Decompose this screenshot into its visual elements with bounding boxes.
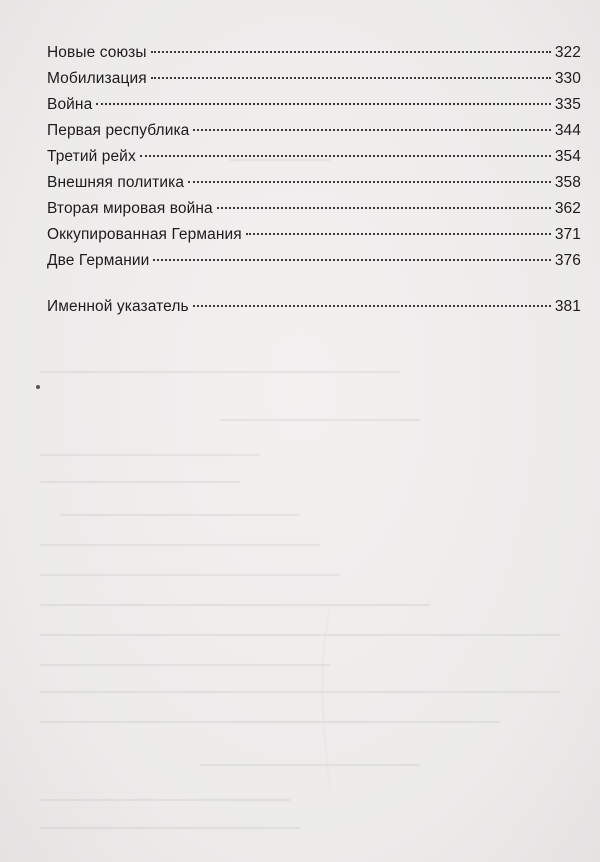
toc-leader-dots: [188, 181, 551, 183]
toc-entry-title: Именной указатель: [47, 298, 189, 315]
toc-entry: [47, 96, 581, 122]
ink-speck: [36, 385, 40, 389]
toc-entry-page: 354: [554, 148, 581, 165]
toc-entry-title: Новые союзы: [47, 44, 147, 61]
toc-entry-page: 358: [554, 174, 581, 191]
toc-entry: [47, 226, 581, 252]
toc-entry-page: 322: [554, 44, 581, 61]
toc-entry-title: Вторая мировая война: [47, 200, 213, 217]
toc-leader-dots: [217, 207, 551, 209]
toc-entry-title: Оккупированная Германия: [47, 226, 242, 243]
toc-leader-dots: [246, 233, 551, 235]
toc-leader-dots: [153, 259, 550, 261]
toc-entry-title: Третий рейх: [47, 148, 136, 165]
toc-entry: [47, 148, 581, 174]
toc-leader-dots: [140, 155, 551, 157]
toc-entry-page: 330: [554, 70, 581, 87]
toc-entry: [47, 174, 581, 200]
toc-leader-dots: [193, 305, 551, 307]
toc-entry-page: 381: [554, 298, 581, 315]
toc-entry: [47, 252, 581, 278]
toc-leader-dots: [96, 103, 551, 105]
table-of-contents: [47, 44, 581, 324]
toc-entry: [47, 70, 581, 96]
toc-entry-title: Война: [47, 96, 93, 113]
toc-entry-page: 371: [554, 226, 581, 243]
toc-leader-dots: [193, 129, 550, 131]
toc-entry: [47, 44, 581, 70]
toc-entry-title: Внешняя политика: [47, 174, 185, 191]
toc-entry-page: 362: [554, 200, 581, 217]
toc-entry: [47, 122, 581, 148]
toc-leader-dots: [151, 77, 551, 79]
toc-entry-title: Первая республика: [47, 122, 190, 139]
toc-entry-page: 344: [554, 122, 581, 139]
toc-entry-page: 335: [554, 96, 581, 113]
toc-entry-title: Две Германии: [47, 252, 150, 269]
toc-index-entry: [47, 298, 581, 324]
toc-leader-dots: [151, 51, 551, 53]
toc-entry-page: 376: [554, 252, 581, 269]
toc-entry: [47, 200, 581, 226]
toc-entry-title: Мобилизация: [47, 70, 147, 87]
